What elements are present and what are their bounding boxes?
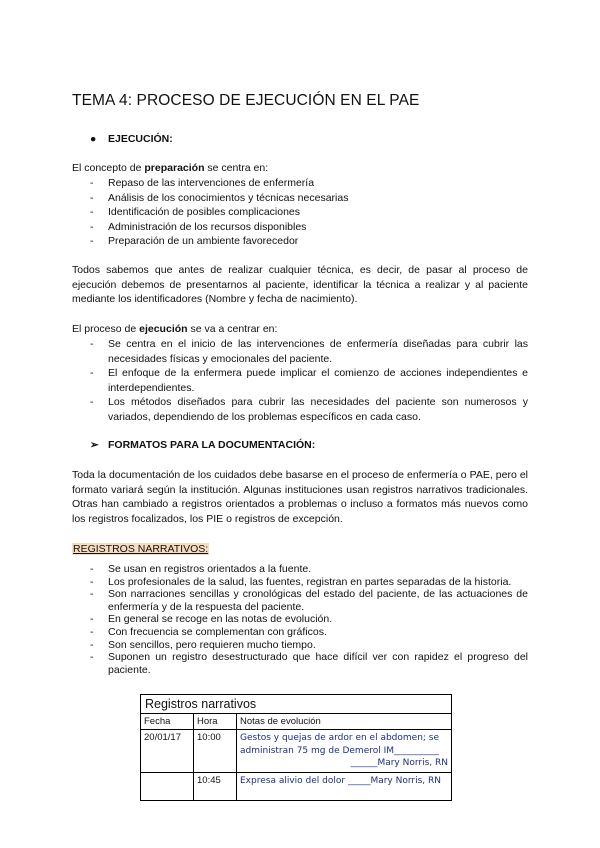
column-header-notas: Notas de evolución	[237, 714, 452, 730]
exec-list	[90, 337, 528, 425]
cell-nota	[237, 730, 452, 773]
prep-intro-text-end: se centra en:	[204, 162, 269, 174]
list-item: - Los métodos diseñados para cubrir las necesidades del paciente son numerosos y variados, dependiendo de los problemas específicos en cada caso.	[90, 395, 528, 424]
section-heading-label: EJECUCIÓN:	[108, 133, 173, 145]
list-item: - Administración de los recursos disponibles	[90, 220, 528, 235]
list-item: - Se usan en registros orientados a la fuente.	[90, 563, 528, 576]
handwritten-signature-text: ______Mary Norris, RN	[350, 758, 448, 768]
prep-intro-bold: preparación	[144, 162, 205, 174]
table-header-row	[141, 714, 452, 730]
list-item: - Son sencillos, pero requieren mucho tiempo.	[90, 639, 528, 652]
list-item: - Análisis de los conocimientos y técnicas necesarias	[90, 191, 528, 206]
prep-intro-text: El concepto de	[72, 162, 145, 174]
registros-heading	[72, 542, 528, 557]
table-caption: Registros narrativos	[141, 695, 452, 714]
handwritten-note: Gestos y quejas de ardor en el abdomen; se administran 75 mg de Demerol IM__________	[240, 733, 440, 756]
paragraph-documentacion: Toda la documentación de los cuidados debe basarse en el proceso de enfermería o PAE, pero el formato variará según la institución. Algunas instituciones usan registros narrativos tradicionales. Otras han cambiado a registros orientados a problemas o incluso a formatos más nuevos como los registros focalizados, los PIE o registros de excepción.	[72, 469, 528, 525]
section-heading-formatos	[90, 439, 315, 451]
cell-fecha: 20/01/17	[141, 730, 194, 773]
cell-hora: 10:00	[194, 730, 237, 773]
section-heading-ejecucion	[90, 133, 173, 145]
registros-narrativos-table	[140, 694, 452, 801]
list-item: - Los profesionales de la salud, las fuentes, registran en partes separadas de la historia.	[90, 576, 528, 589]
section-heading-label: FORMATOS PARA LA DOCUMENTACIÓN:	[108, 439, 316, 451]
list-item: - Se centra en el inicio de las intervenciones de enfermería diseñadas para cubrir las necesidades físicas y emocionales del paciente.	[90, 337, 528, 366]
list-item: - Con frecuencia se complementan con gráficos.	[90, 626, 528, 639]
cell-fecha	[141, 772, 194, 800]
cell-hora: 10:45	[194, 772, 237, 800]
table-row	[141, 772, 452, 800]
page-title: TEMA 4: PROCESO DE EJECUCIÓN EN EL PAE	[72, 92, 420, 109]
exec-intro-text: El proceso de	[72, 323, 140, 335]
arrow-bullet-icon: ➢	[90, 439, 99, 451]
exec-intro	[72, 322, 528, 337]
exec-intro-text-end: se va a centrar en:	[187, 323, 278, 335]
column-header-hora: Hora	[194, 714, 237, 730]
exec-intro-bold: ejecución	[139, 323, 188, 335]
list-item: - Repaso de las intervenciones de enfermería	[90, 176, 528, 191]
prep-list	[90, 176, 528, 249]
bullet-dot-icon: ●	[90, 133, 97, 145]
list-item: - En general se recoge en las notas de evolución.	[90, 613, 528, 626]
paragraph-identificacion: Todos sabemos que antes de realizar cualquier técnica, es decir, de pasar al proceso de ejecución debemos de presentarnos al paciente, identificar la técnica a realizar y al paciente mediante los identificadores (Nombre y fecha de nacimiento).	[72, 264, 528, 306]
column-header-fecha: Fecha	[141, 714, 194, 730]
registros-list	[90, 563, 528, 676]
list-item: - Son narraciones sencillas y cronológicas del estado del paciente, de las actuaciones de enfermería y de la respuesta del paciente.	[90, 588, 528, 613]
handwritten-note: Expresa alivio del dolor _____Mary Norris, RN	[240, 775, 441, 786]
prep-intro	[72, 161, 528, 176]
table-row	[141, 730, 452, 773]
cell-nota	[237, 772, 452, 800]
list-item: - El enfoque de la enfermera puede implicar el comienzo de acciones independientes e interdependientes.	[90, 366, 528, 395]
registros-heading-label: REGISTROS NARRATIVOS:	[73, 543, 209, 555]
list-item: - Identificación de posibles complicaciones	[90, 205, 528, 220]
list-item: - Suponen un registro desestructurado que hace difícil ver con rapidez el progreso del paciente.	[90, 651, 528, 676]
list-item: - Preparación de un ambiente favorecedor	[90, 234, 528, 249]
